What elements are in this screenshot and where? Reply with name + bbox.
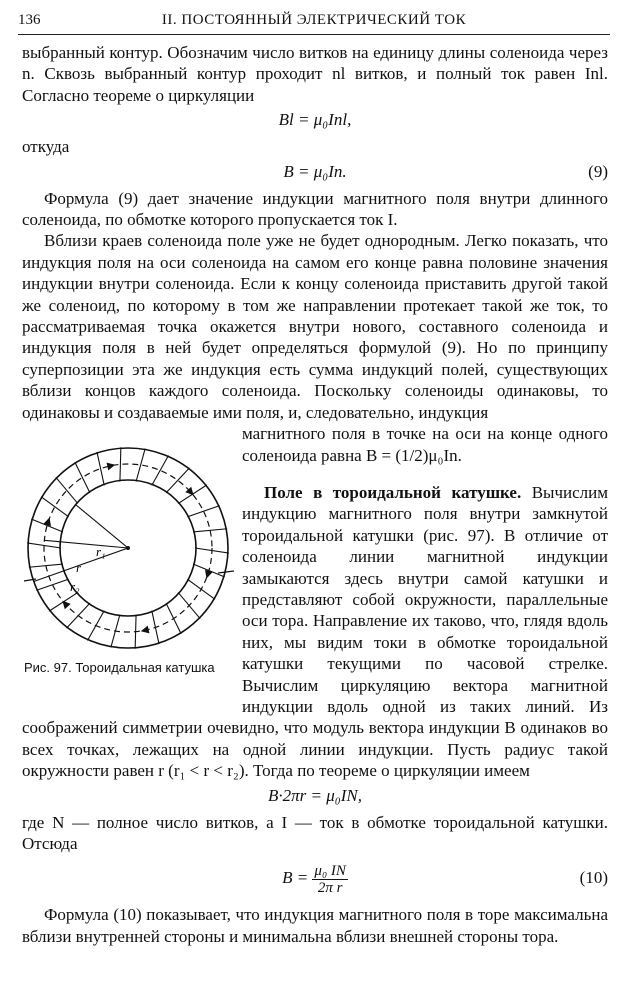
equation-9: [22, 160, 608, 184]
winding-turn: [97, 452, 104, 485]
field-direction-arrow: [107, 463, 116, 471]
paragraph-5: где N — полное число витков, а I — ток в обмотке тороидальной катушки. Отсюда: [22, 812, 608, 853]
figure-97: [22, 423, 234, 701]
header-rule: [18, 34, 610, 35]
equation-10-denominator: 2π r: [317, 880, 343, 896]
page-body: [22, 42, 608, 947]
winding-turn: [152, 456, 169, 486]
field-direction-arrow: [141, 626, 150, 634]
equation-9-expr: B = μ₀In.: [283, 161, 347, 181]
equation-10-fraction: [312, 863, 348, 896]
equation-10-number: (10): [579, 868, 608, 888]
winding-turn: [36, 579, 68, 590]
winding-turn: [187, 506, 219, 517]
winding-turn: [135, 615, 136, 649]
winding-turn: [75, 462, 90, 493]
paragraph-3-tail: магнитного поля в точке на оси на конце одного соленоида равна B = (1/2)μ₀In.: [242, 424, 608, 465]
label-r1: r₁: [96, 544, 106, 560]
running-header: [18, 6, 610, 34]
winding-turn: [187, 579, 215, 599]
page-number: 136: [18, 12, 41, 28]
ray-r1: [76, 505, 128, 548]
winding-turn: [166, 603, 181, 634]
label-r: r: [76, 560, 82, 576]
paragraph-6: Формула (10) показывает, что индукция магнитного поля в торе максимальна вблизи внутренней стороны и минимальна вблизи внешней стороны тора.: [22, 905, 608, 946]
winding-turn: [41, 497, 69, 517]
label-r2: r₂: [70, 579, 80, 595]
toroid-coil-diagram: [22, 423, 234, 655]
winding-turn: [152, 611, 159, 644]
winding-turn: [166, 468, 189, 493]
equation-circulation: [22, 784, 608, 808]
equation-bl: [22, 108, 608, 132]
equation-bl-text: Bl = μ₀Inl,: [278, 110, 352, 130]
paragraph-1: выбранный контур. Обозначим число витков на единицу длины соленоида через n. Сквозь выбранный контур проходит nl витков, и полный ток равен Inl. Согласно теореме о циркуляции: [22, 43, 608, 105]
word-otkuda: откуда: [22, 137, 70, 157]
paragraph-3: Вблизи краев соленоида поле уже не будет однородным. Легко показать, что индукция поля на оси соленоида на самом его конце равна половине значения индукции внутри соленоида. Если к концу соленоида приставить другой такой же соленоид, по которому в том же направлении протекает такой же ток, то рассматриваемая точка окажется внутри нового, составного соленоида и индукция поля в ней будет определяться формулой (9). Но по принципу суперпозиции эта же индукция есть сумма индукций полей, существующих вблизи концов каждого соленоида. Поскольку соленоиды одинаковы, то одинаковы и создаваемые ими поля, и, следовательно, индукция: [22, 231, 608, 422]
equation-9-number: (9): [588, 161, 608, 181]
paragraph-4-text: Вычислим индукцию магнитного поля внутри замкнутой тороидальной катушки (рис. 97). В отличие от соленоида линии магнитной индукции замыкаются здесь внутри самой катушки и представляют собой окружности, параллельные оси тора. Направление их таково, что, глядя вдоль них, мы видим токи в обмотке тороидальной катушки текущими по часовой стрелке. Вычислим циркуляцию вектора магнитной индукции вдоль одной из таких линий. Из соображений симметрии очевидно, что модуль вектора индукции B одинаков во всех точках, лежащих на одной линии индукции. Пусть радиус такой окружности равен r (r₁ < r < r₂). Тогда по теореме о циркуляции имеем: [22, 482, 609, 781]
section-title: Поле в тороидальной катушке.: [264, 482, 522, 502]
equation-10-numerator: μ₀ IN: [314, 863, 346, 879]
center-point: [126, 546, 130, 550]
paragraph-2: Формула (9) дает значение индукции магнитного поля внутри длинного соленоида, по обмотке которого пропускается ток I.: [22, 188, 608, 230]
winding-turn: [88, 611, 105, 641]
figure-caption: Рис. 97. Тороидальная катушка: [24, 660, 215, 676]
equation-10: [22, 856, 608, 900]
winding-turn: [67, 603, 90, 628]
winding-turn: [120, 447, 121, 481]
equation-10-lhs: B =: [282, 868, 309, 888]
field-direction-arrow: [62, 601, 70, 610]
running-title: II. ПОСТОЯННЫЙ ЭЛЕКТРИЧЕСКИЙ ТОК: [161, 12, 467, 28]
equation-circulation-text: B·2πr = μ₀IN,: [268, 785, 362, 805]
